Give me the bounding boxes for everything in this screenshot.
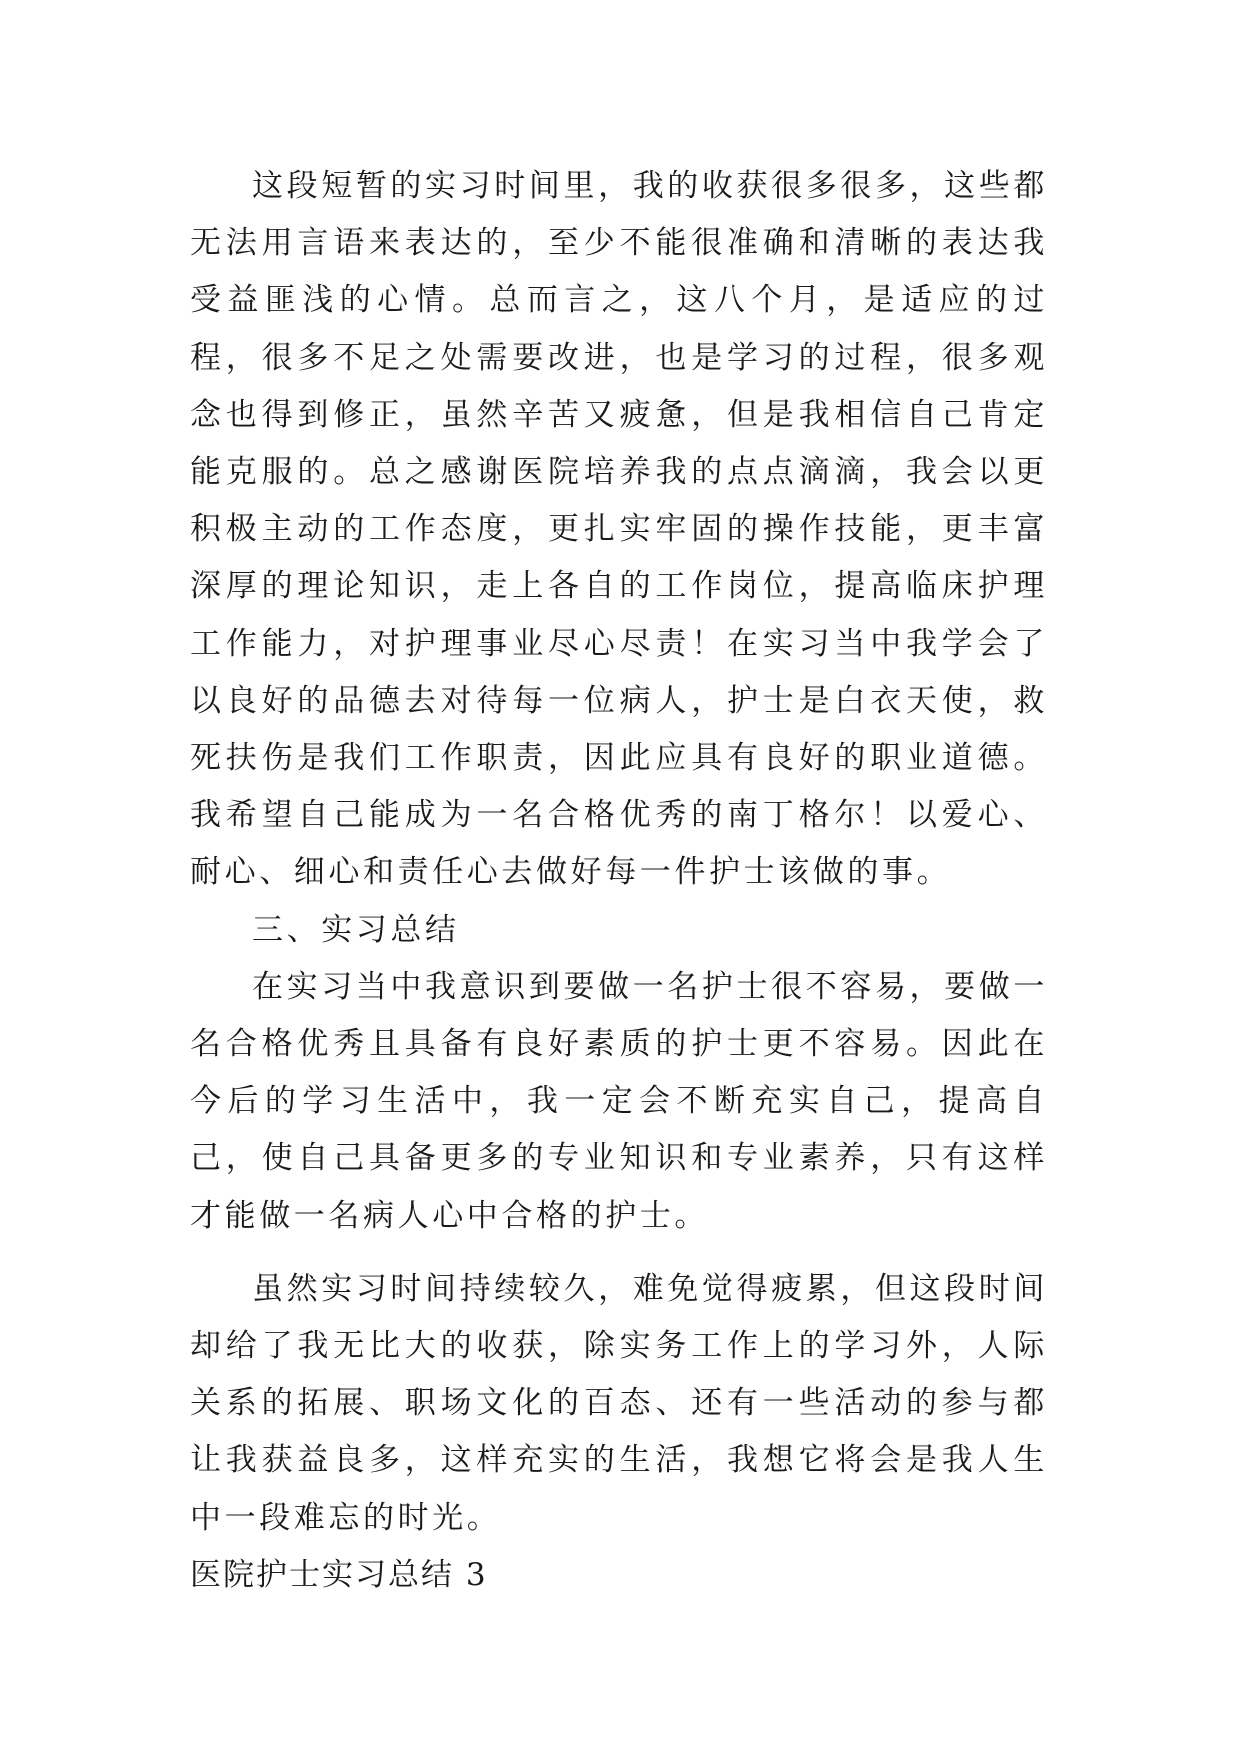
document-body — [190, 158, 1048, 1604]
paragraph-summary-feelings: 这段短暂的实习时间里，我的收获很多很多，这些都无法用言语来表达的，至少不能很准确和清晰的表达我受益匪浅的心情。总而言之，这八个月，是适应的过程，很多不足之处需要改进，也是学习的过程，很多观念也得到修正，虽然辛苦又疲惫，但是我相信自己肯定能克服的。总之感谢医院培养我的点点滴滴，我会以更积极主动的工作态度，更扎实牢固的操作技能，更丰富深厚的理论知识，走上各自的工作岗位，提高临床护理工作能力，对护理事业尽心尽责！在实习当中我学会了以良好的品德去对待每一位病人，护士是白衣天使，救死扶伤是我们工作职责，因此应具有良好的职业道德。我希望自己能成为一名合格优秀的南丁格尔！以爱心、耐心、细心和责任心去做好每一件护士该做的事。 — [190, 168, 1048, 891]
next-document-title: 医院护士实习总结 3 — [190, 1556, 488, 1593]
section-heading: 三、实习总结 — [252, 911, 460, 948]
paragraph-internship-gains: 虽然实习时间持续较久，难免觉得疲累，但这段时间却给了我无比大的收获，除实务工作上的学习外，人际关系的拓展、职场文化的百态、还有一些活动的参与都让我获益良多，这样充实的生活，我想它将会是我人生中一段难忘的时光。 — [190, 1270, 1048, 1536]
paragraph-nursing-resolve: 在实习当中我意识到要做一名护士很不容易，要做一名合格优秀且具备有良好素质的护士更不容易。因此在今后的学习生活中，我一定会不断充实自己，提高自己，使自己具备更多的专业知识和专业素养，只有这样才能做一名病人心中合格的护士。 — [190, 968, 1048, 1234]
